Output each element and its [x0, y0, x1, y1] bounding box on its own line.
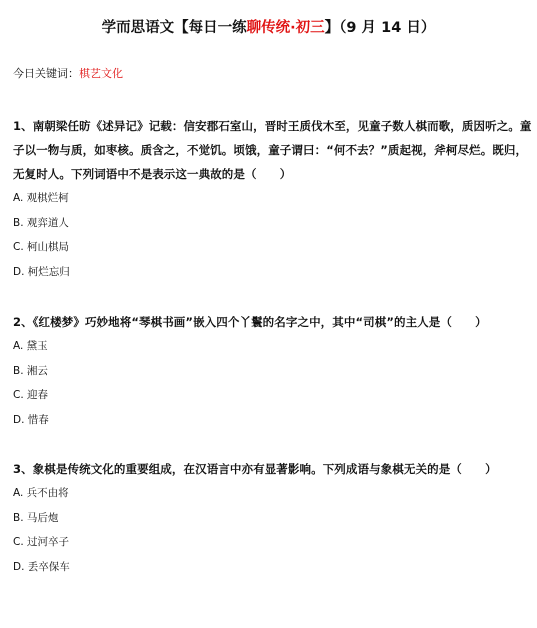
question-3-stem: 3、象棋是传统文化的重要组成，在汉语言中亦有显著影响。下列成语与象棋无关的是（ ） [13, 462, 497, 476]
question-1 [13, 114, 533, 284]
question-2-option-c[interactable]: C. 迎春 [13, 389, 49, 401]
question-3-option-b[interactable]: B. 马后炮 [13, 511, 59, 524]
question-3-option-c[interactable]: C. 过河卒子 [13, 536, 70, 548]
keyword-value: 棋艺文化 [79, 67, 123, 80]
question-2 [13, 310, 533, 432]
question-1-stem: 1、南朝梁任昉《述异记》记载：信安郡石室山，晋时王质伐木至，见童子数人棋而歌，质因听之。童子以一物与质，如枣核。质含之，不觉饥。顷饿，童子谓曰：“何不去？”质起视，斧柯尽烂。既归，无复时人。下列词语中不是表示这一典故的是（ ） [13, 119, 532, 181]
question-1-option-b[interactable]: B. 观弈道人 [13, 216, 69, 229]
question-1-option-c[interactable]: C. 柯山棋局 [13, 241, 70, 253]
title-prefix: 学而思语文【每日一练 [101, 20, 247, 36]
question-2-option-a[interactable]: A. 黛玉 [13, 340, 48, 352]
question-1-option-a[interactable]: A. 观棋烂柯 [13, 192, 69, 204]
question-2-option-b[interactable]: B. 湘云 [13, 364, 48, 377]
question-3 [13, 457, 533, 579]
question-2-option-d[interactable]: D. 惜春 [13, 413, 49, 426]
question-3-option-a[interactable]: A. 兵不由将 [13, 487, 69, 499]
title-suffix: 】（9 月 14 日） [324, 20, 436, 36]
title-highlight: 聊传统·初三 [246, 20, 325, 36]
question-3-option-d[interactable]: D. 丢卒保车 [13, 560, 70, 573]
question-1-option-d[interactable]: D. 柯烂忘归 [13, 265, 70, 278]
question-2-stem: 2、《红楼梦》巧妙地将“琴棋书画”嵌入四个丫鬟的名字之中，其中“司棋”的主人是（ ） [13, 315, 487, 329]
keyword-label: 今日关键词： [13, 67, 79, 80]
keyword-line [13, 66, 123, 82]
page-title [0, 18, 537, 38]
